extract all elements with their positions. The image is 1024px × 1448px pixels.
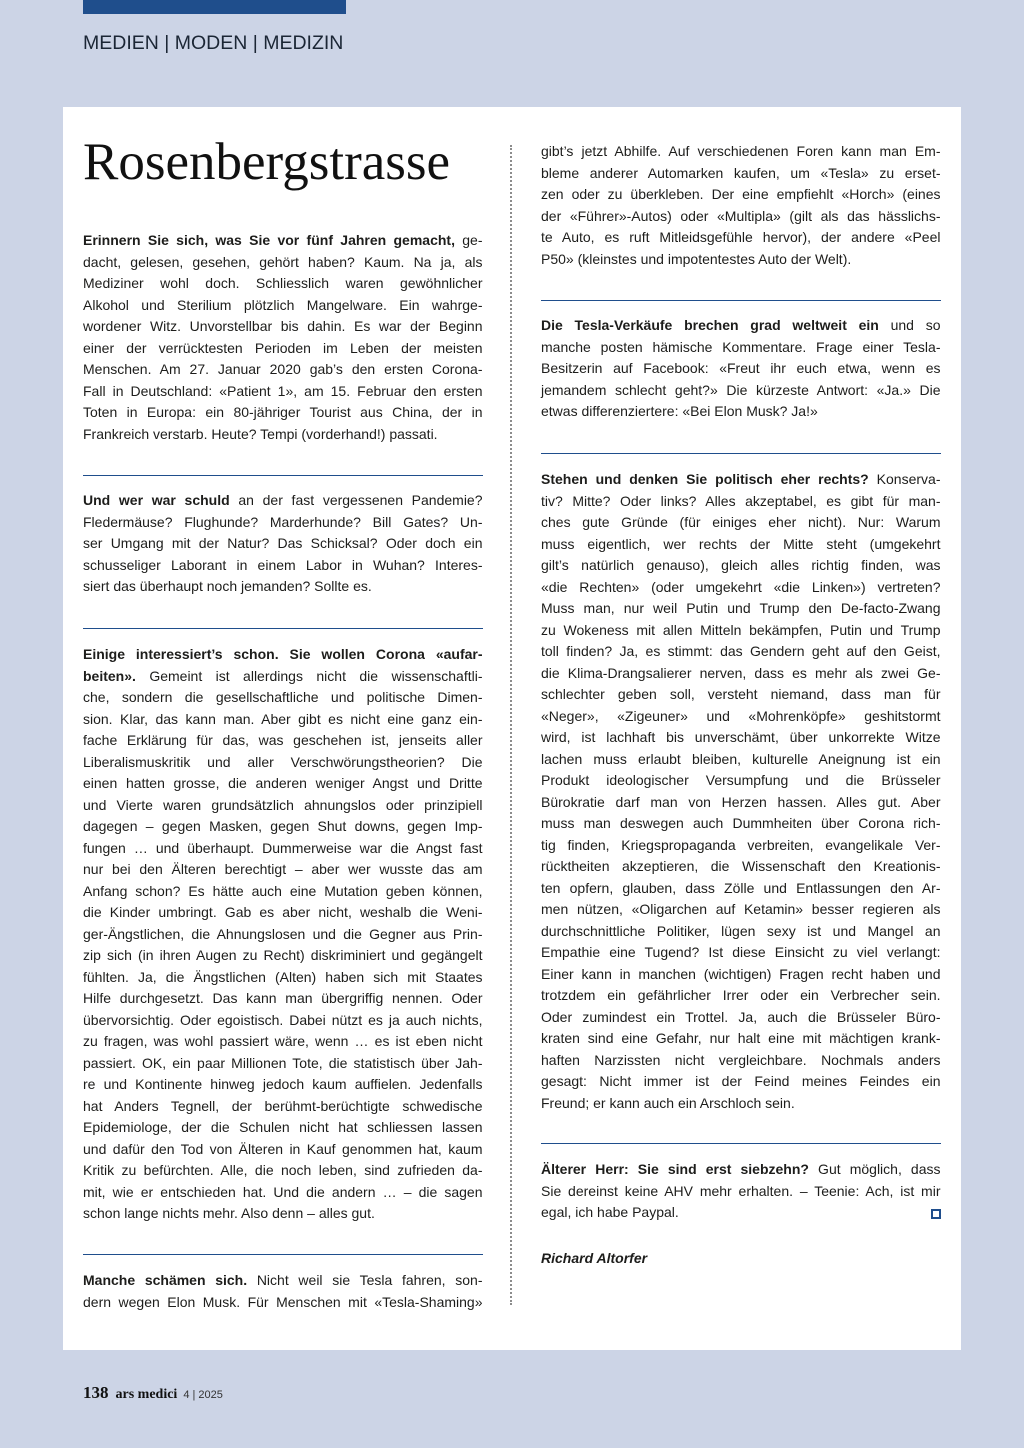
- text-line: [541, 315, 941, 337]
- line-text: einer der verrücktesten Perioden im Leben der meisten: [83, 339, 483, 356]
- article-paragraph: [541, 315, 941, 423]
- line-text: [83, 646, 483, 662]
- text-line: [541, 899, 941, 921]
- line-text: dacht, gelesen, gesehen, gehört haben? Kaum. Na ja, als: [83, 253, 483, 270]
- line-text: Toten in Europa: ein 80-jähriger Tourist aus China, der in: [83, 404, 483, 420]
- text-line: [83, 402, 483, 424]
- line-text: men nützen, «Oligarchen auf Ketamin» besser regieren als: [541, 901, 941, 917]
- text-line: [541, 469, 941, 491]
- text-line: [541, 141, 941, 163]
- line-text: schon lange nichts mehr. Also denn – alles gut.: [83, 1205, 375, 1221]
- text-line: [541, 878, 941, 900]
- body-text: und so: [878, 317, 941, 333]
- line-text: und dafür den Tod von Älteren in Kauf genommen hat, kaum: [83, 1140, 483, 1157]
- line-text: Freund; er kann auch ein Arschloch sein.: [541, 1094, 795, 1111]
- text-line: [83, 1117, 483, 1139]
- section-label: MEDIEN | MODEN | MEDIZIN: [83, 32, 344, 54]
- line-text: fache Erklärung für das, was geschehen ist, jenseits aller: [83, 732, 483, 748]
- line-text: lachen muss erlaubt bleiben, kulturelle Aneignung ist ein: [541, 750, 941, 767]
- body-text: ge-: [454, 232, 483, 248]
- text-line: [83, 295, 483, 317]
- text-line: [541, 663, 941, 685]
- text-line: [541, 1007, 941, 1029]
- line-text: mit, wie er entschieden hat. Und die andern … – die sagen: [83, 1183, 483, 1200]
- text-line: [541, 749, 941, 771]
- line-text: Epidemiologe, der die Schulen nicht hat schliessen lassen: [83, 1119, 483, 1135]
- line-text: tiv? Mitte? Oder links? Alles akzeptabel, es gibt für man-: [541, 492, 941, 509]
- line-text: Besitzerin auf Facebook: «Freut ihr euch etwa, wenn es: [541, 360, 941, 376]
- body-text: Konserva-: [868, 471, 941, 487]
- text-line: [83, 795, 483, 817]
- line-text: Oder zumindest ein Trottel. Ja, auch die Brüsseler Büro-: [541, 1008, 941, 1025]
- line-text: die Klima-Drangsalierer nerven, dass es mehr als zwei Ge-: [541, 664, 941, 681]
- text-line: [541, 727, 941, 749]
- line-text: wird, ist lachhaft bis unverschämt, über unkorrekte Witze: [541, 729, 941, 745]
- text-line: [83, 1292, 483, 1314]
- text-line: [541, 620, 941, 642]
- line-text: der «Führer»-Autos) oder «Multipla» (gilt als das hässlichs-: [541, 207, 941, 224]
- line-text: sion. Klar, das kann man. Aber gibt es nicht eine ganz ein-: [83, 710, 483, 727]
- line-text: Anfang schon? Es hätte auch eine Mutation geben können,: [83, 882, 483, 899]
- text-line: [83, 490, 483, 512]
- text-line: [541, 813, 941, 835]
- body-text: an der fast vergessenen Pandemie?: [229, 492, 483, 508]
- text-line: [541, 1028, 941, 1050]
- text-line: [541, 184, 941, 206]
- line-text: Alkohol und Sterilium plötzlich Mangelware. Ein wahrge-: [83, 296, 483, 313]
- text-line: [83, 967, 483, 989]
- text-line: [541, 942, 941, 964]
- text-line: [541, 1093, 941, 1115]
- line-text: Einer kann in manchen (wichtigen) Fragen recht haben und: [541, 965, 941, 982]
- end-mark-icon: [931, 1209, 941, 1219]
- text-line: [83, 945, 483, 967]
- text-line: [83, 316, 483, 338]
- text-line: [83, 1053, 483, 1075]
- line-text: schlechter geben soll, versteht niemand, dass man für: [541, 686, 941, 702]
- text-line: [541, 641, 941, 663]
- text-line: [541, 163, 941, 185]
- text-line: [83, 1270, 483, 1292]
- line-text: che, sondern die gesellschaftliche und politische Dimen-: [83, 689, 483, 705]
- article-paragraph: [83, 644, 483, 1225]
- text-line: [541, 358, 941, 380]
- text-line: [83, 1203, 483, 1225]
- lead-in-text: Erinnern Sie sich, was Sie vor fünf Jahren gemacht,: [83, 232, 455, 248]
- text-line: [83, 838, 483, 860]
- line-text: [541, 471, 941, 487]
- text-line: [541, 401, 941, 423]
- issue-number: 4 | 2025: [183, 1389, 223, 1401]
- text-line: [541, 856, 941, 878]
- line-text: siert das überhaupt noch jemanden? Sollte es.: [83, 578, 372, 594]
- body-text: Gemeint ist allerdings nicht die wissenschaftli-: [135, 667, 483, 684]
- text-line: [541, 1181, 941, 1203]
- author-byline: Richard Altorfer: [541, 1250, 648, 1266]
- line-text: dern wegen Elon Musk. Für Menschen mit «Tesla-Shaming»: [83, 1293, 483, 1310]
- line-text: übervorsichtig. Oder egoistisch. Dabei nützt es ja auch nichts,: [83, 1011, 483, 1028]
- line-text: [541, 317, 941, 333]
- text-line: [83, 666, 483, 688]
- line-text: Muss man, nur weil Putin und Trump den De-facto-Zwang: [541, 600, 941, 616]
- text-line: [83, 1139, 483, 1161]
- text-line: [83, 576, 483, 598]
- text-line: [83, 1160, 483, 1182]
- text-line: [541, 206, 941, 228]
- line-text: gesagt: Nicht immer ist der Feind meines Feindes ein: [541, 1073, 941, 1089]
- text-line: [83, 359, 483, 381]
- line-text: und Vierte waren grundsätzlich ahnungslos oder prinzipiell: [83, 796, 483, 813]
- text-line: [541, 227, 941, 249]
- line-text: Frankreich verstarb. Heute? Tempi (vorderhand!) passati.: [83, 425, 438, 442]
- lead-in-text: Und wer war schuld: [83, 492, 230, 508]
- text-line: [541, 380, 941, 402]
- line-text: [83, 492, 483, 508]
- text-line: [541, 1202, 941, 1224]
- magazine-name: ars medici: [115, 1387, 178, 1402]
- line-text: [83, 668, 483, 684]
- article-paragraph: [83, 490, 483, 598]
- line-text: tig finden, Kriegspropaganda verbreiten, evangelikale Ver-: [541, 836, 941, 853]
- lead-in-text: Stehen und denken Sie politisch eher rechts?: [541, 471, 869, 487]
- text-line: [83, 424, 483, 446]
- text-line: [541, 835, 941, 857]
- text-line: [83, 512, 483, 534]
- line-text: wordener Witz. Unvorstellbar bis dahin. Es war der Beginn: [83, 318, 483, 334]
- text-line: [83, 1182, 483, 1204]
- line-text: manche posten hämische Kommentare. Frage einer Tesla-: [541, 338, 941, 355]
- line-text: [83, 1272, 483, 1288]
- article-paragraph: [541, 469, 941, 1114]
- line-text: einen hatten grosse, die anderen weniger Angst und Dritte: [83, 775, 483, 791]
- text-line: [541, 792, 941, 814]
- line-text: schusseliger Laborant in einem Labor in Wuhan? Interes-: [83, 556, 483, 573]
- lead-in-text: beiten».: [83, 667, 136, 684]
- text-line: [541, 534, 941, 556]
- text-line: [83, 859, 483, 881]
- page-footer: [83, 1383, 223, 1405]
- text-line: [541, 249, 941, 271]
- text-line: [83, 252, 483, 274]
- lead-in-text: Die Tesla-Verkäufe brechen grad weltweit ein: [541, 317, 879, 333]
- line-text: Hilfe durchgesetzt. Das kann man übergriffig nennen. Oder: [83, 990, 483, 1006]
- text-line: [83, 924, 483, 946]
- text-line: [83, 381, 483, 403]
- line-text: toll finden? Ja, es stimmt: das Gendern geht auf den Geist,: [541, 643, 941, 659]
- line-text: bleme anderer Automarken kaufen, um «Tesla» zu erset-: [541, 164, 941, 181]
- text-line: [541, 337, 941, 359]
- text-line: [541, 706, 941, 728]
- text-line: [541, 491, 941, 513]
- text-line: [541, 921, 941, 943]
- line-text: zen oder zu überkleben. Der eine empfiehlt «Horch» (eines: [541, 186, 941, 202]
- text-line: [541, 555, 941, 577]
- text-line: [83, 533, 483, 555]
- line-text: haften Narzissten nicht vergleichbare. Nochmals anders: [541, 1051, 941, 1068]
- line-text: Fledermäuse? Flughunde? Marderhunde? Bill Gates? Un-: [83, 513, 483, 530]
- lead-in-text: Älterer Herr: Sie sind erst siebzehn?: [541, 1161, 809, 1177]
- text-line: [541, 964, 941, 986]
- text-line: [541, 770, 941, 792]
- line-text: muss eigentlich, wer rechts der Mitte steht (umgekehrt: [541, 535, 941, 552]
- line-text: hat Anders Tegnell, der berühmt-berüchtigte schwedische: [83, 1097, 483, 1114]
- line-text: Empathie eine Tugend? Ist diese Einsicht zu viel verlangt:: [541, 944, 941, 960]
- text-line: [83, 338, 483, 360]
- text-line: [83, 816, 483, 838]
- page-number: 138: [83, 1383, 109, 1402]
- text-line: [83, 644, 483, 666]
- text-line: [83, 273, 483, 295]
- line-text: ten opfern, glauben, dass Zölle und Entlassungen den Ar-: [541, 879, 941, 896]
- text-line: [83, 230, 483, 252]
- line-text: trotzdem ein gefährlicher Irrer oder ein Verbrecher sein.: [541, 987, 941, 1003]
- text-line: [83, 881, 483, 903]
- line-text: durchschnittliche Politiker, lügen sexy ist und Mangel an: [541, 922, 941, 939]
- line-text: muss man deswegen auch Dummheiten über Corona rich-: [541, 815, 941, 831]
- lead-in-text: Einige interessiert’s schon. Sie wollen Corona «aufar-: [83, 646, 483, 662]
- article-paragraph: [83, 230, 483, 445]
- line-text: nur bei den Älteren berechtigt – aber wer wusste das am: [83, 861, 483, 877]
- line-text: Kritik zu befürchten. Alle, die noch leben, sind zufrieden da-: [83, 1162, 483, 1178]
- line-text: dagegen – gegen Masken, gegen Shut downs, gegen Imp-: [83, 818, 483, 834]
- line-text: ches gute Gründe (für einiges eher nicht). Nur: Warum: [541, 514, 941, 530]
- line-text: kraten sind eine Gefahr, nur halt eine mit mächtigen krank-: [541, 1030, 941, 1046]
- text-line: [83, 1010, 483, 1032]
- body-text: Gut möglich, dass: [808, 1161, 941, 1177]
- text-line: [83, 709, 483, 731]
- article-paragraph-continuation: [541, 141, 941, 270]
- line-text: Bürokratie darf man von Herzen hassen. Alles gut. Aber: [541, 793, 941, 810]
- article-title: Rosenbergstrasse: [83, 133, 451, 191]
- text-line: [83, 773, 483, 795]
- line-text: die Kinder umbringt. Gab es aber nicht, weshalb die Weni-: [83, 904, 483, 920]
- line-text: passiert. OK, ein paar Millionen Tote, die statistisch über Jah-: [83, 1054, 483, 1071]
- text-line: [541, 1071, 941, 1093]
- text-line: [541, 1050, 941, 1072]
- line-text: zip sich (in ihren Augen zu Recht) diskriminiert und gegängelt: [83, 947, 483, 963]
- line-text: te Auto, es ruft Mitleidsgefühle hervor), der andere «Peel: [541, 229, 941, 245]
- text-line: [83, 730, 483, 752]
- line-text: egal, ich habe Paypal.: [541, 1204, 679, 1220]
- line-text: Produkt ideologischer Versumpfung und die Brüsseler: [541, 772, 941, 788]
- text-line: [541, 512, 941, 534]
- text-line: [83, 752, 483, 774]
- text-line: [83, 988, 483, 1010]
- line-text: «Neger», «Zigeuner» und «Mohrenköpfe» geshitstormt: [541, 707, 941, 724]
- line-text: Mediziner wohl doch. Schliesslich waren gewöhnlicher: [83, 275, 483, 291]
- line-text: P50» (kleinstes und impotentestes Auto der Welt).: [541, 250, 852, 267]
- line-text: etwas differenziertere: «Bei Elon Musk? Ja!»: [541, 403, 818, 419]
- line-text: jemandem schlecht geht?» Die kürzeste Antwort: «Ja.» Die: [541, 381, 941, 398]
- line-text: ger-Ängstlichen, die Ahnungslosen und die Gegner aus Prin-: [83, 925, 483, 942]
- line-text: rücktheiten akzeptieren, die Wissenschaft den Kreationis-: [541, 858, 941, 874]
- line-text: [83, 232, 483, 248]
- text-line: [83, 1031, 483, 1053]
- text-line: [83, 687, 483, 709]
- text-line: [541, 577, 941, 599]
- line-text: Sie dereinst keine AHV mehr erhalten. – Teenie: Ach, ist mir: [541, 1182, 941, 1199]
- line-text: zu fragen, was wohl passiert wäre, wenn … es ist eben nicht: [83, 1033, 483, 1049]
- line-text: «die Rechten» (oder umgekehrt «die Linken») vertreten?: [541, 578, 941, 595]
- article-paragraph: [83, 1270, 483, 1313]
- lead-in-text: Manche schämen sich.: [83, 1272, 248, 1288]
- line-text: zu Wokeness mit allen Mitteln bekämpfen, Putin und Trump: [541, 621, 941, 638]
- line-text: ser Umgang mit der Natur? Das Schicksal? Oder doch ein: [83, 535, 483, 551]
- text-line: [83, 902, 483, 924]
- line-text: Menschen. Am 27. Januar 2020 gab’s den ersten Corona-: [83, 361, 483, 377]
- text-line: [83, 555, 483, 577]
- text-line: [83, 1074, 483, 1096]
- text-line: [83, 1096, 483, 1118]
- line-text: fühlten. Ja, die Ängstlichen (Alten) haben sich mit Staates: [83, 968, 483, 985]
- body-text: Nicht weil sie Tesla fahren, son-: [247, 1272, 483, 1288]
- line-text: Fall in Deutschland: «Patient 1», am 15. Februar den ersten: [83, 382, 483, 399]
- article-paragraph: [541, 1159, 941, 1224]
- line-text: [541, 1161, 941, 1177]
- line-text: re und Kontinente hinweg jedoch kaum auffielen. Jedenfalls: [83, 1076, 483, 1092]
- line-text: fungen … und überhaupt. Dummerweise war die Angst fast: [83, 839, 483, 856]
- line-text: gibt’s jetzt Abhilfe. Auf verschiedenen Foren kann man Em-: [541, 143, 941, 159]
- text-line: [541, 598, 941, 620]
- line-text: gilt’s natürlich genauso), gleich alles richtig finden, was: [541, 557, 941, 573]
- line-text: Liberalismuskritik und aller Verschwörungstheorien? Die: [83, 753, 483, 770]
- text-line: [541, 985, 941, 1007]
- text-line: [541, 684, 941, 706]
- text-line: [541, 1159, 941, 1181]
